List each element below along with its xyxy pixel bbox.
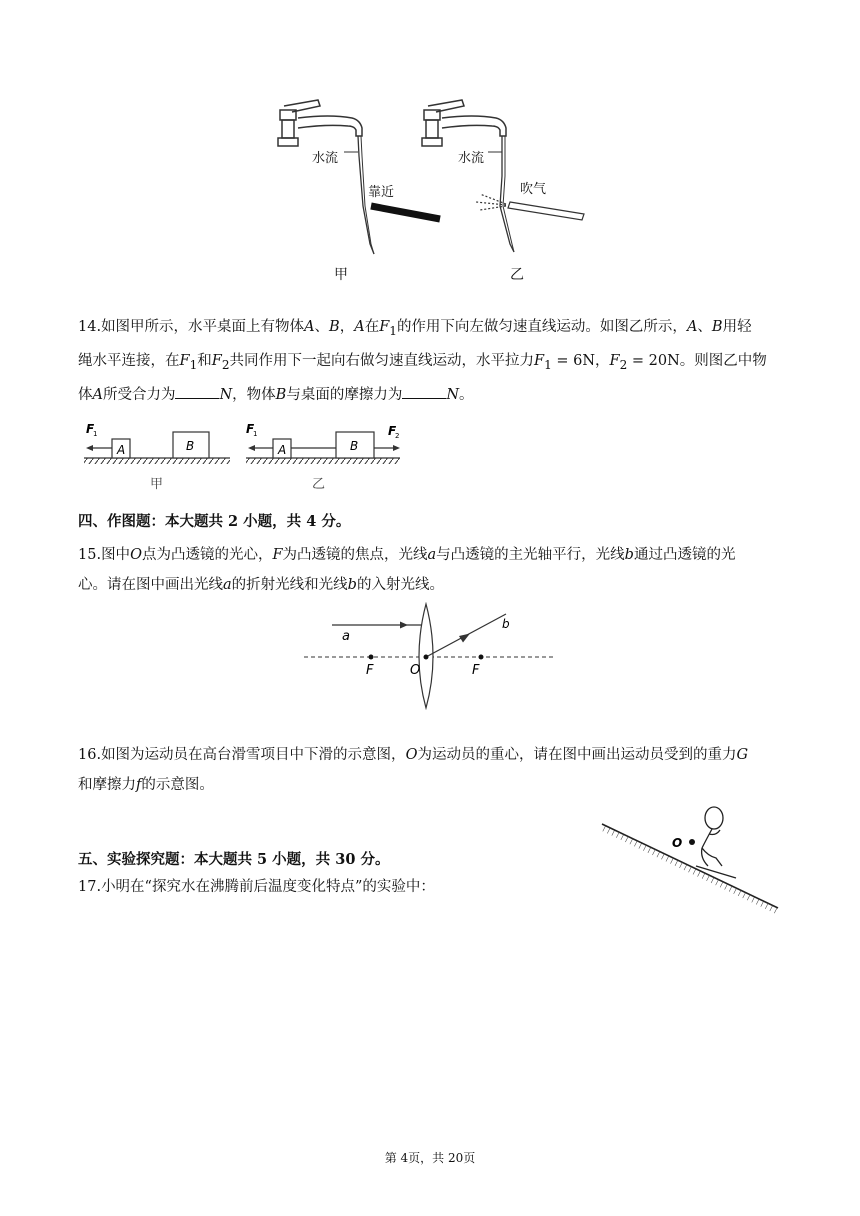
question-16: 16.如图为运动员在高台滑雪项目中下滑的示意图，O为运动员的重心，请在图中画出运动员受到的重力G 和摩擦力f的示意图。 [78,747,749,793]
blow-label: 吹气 [520,182,547,197]
q14-fig-jia [84,422,230,492]
ray-a-label: a [342,629,350,644]
q16-number: 16. [78,747,102,763]
section-5-heading: 五、实验探究题：本大题共 5 小题，共 30 分。 [78,851,390,868]
page-footer: 第 4页，共 20页 [384,1151,476,1165]
lens-figure [300,602,560,710]
focus-right-label: F [472,663,480,678]
skier-figure [596,800,788,924]
q17-number: 17. [78,879,102,895]
caption-yi: 乙 [510,267,524,283]
optical-center-label: O [410,663,421,678]
svg-text:1: 1 [93,430,98,438]
q15-number: 15. [78,547,102,563]
answer-blank-1[interactable] [175,384,219,399]
q14-yi-f1: F [246,422,255,436]
skier [696,807,736,878]
svg-text:2: 2 [395,432,400,440]
q14-jia-block-a: A [117,443,126,457]
stream-label-jia: 水流 [312,151,339,166]
faucet-figure [270,96,600,288]
question-14: 14.如图甲所示，水平桌面上有物体A、B，A在$F_1$的作用下向左做匀速直线运动。如图乙所示，A、B用轻 绳水平连接，在$F_1$和$F_2$共同作用下一起向右做匀速直线运动，水平拉力$F_1 = 6N$，$F_2 = 20N$。则图乙中物 体A所受合力为 N，物体B与桌面的摩擦力为 N。 [78,319,767,403]
q14-jia-block-b: B [186,439,195,453]
focus-left-label: F [366,663,374,678]
stream-label-yi: 水流 [458,151,485,166]
question-15: 15.图中O点为凸透镜的光心，F为凸透镜的焦点，光线a与凸透镜的主光轴平行，光线b通过凸透镜的光 心。请在图中画出光线a的折射光线和光线b的入射光线。 [78,547,736,593]
q14-figure [80,420,410,496]
q14-caption-jia: 甲 [150,477,164,492]
q14-fig-yi [246,422,400,492]
q14-yi-block-a: A [278,443,287,457]
q14-yi-f2: F [388,424,397,438]
q14-jia-f1: F [86,422,95,436]
caption-jia: 甲 [334,267,348,283]
question-17: 17.小明在“探究水在沸腾前后温度变化特点”的实验中： [78,879,435,895]
faucet-jia [278,100,374,254]
q14-number: 14. [78,319,102,335]
blow-straw [476,194,584,220]
center-of-gravity-label: O [672,836,683,850]
svg-text:1: 1 [253,430,258,438]
section-4-heading: 四、作图题：本大题共 2 小题，共 4 分。 [78,513,351,530]
ray-b-label: b [502,617,510,631]
faucet-yi [422,100,514,252]
charged-rod [371,206,440,219]
answer-blank-2[interactable] [402,384,446,399]
approach-label: 靠近 [368,185,395,200]
q14-caption-yi: 乙 [312,477,326,492]
q14-yi-block-b: B [350,439,359,453]
